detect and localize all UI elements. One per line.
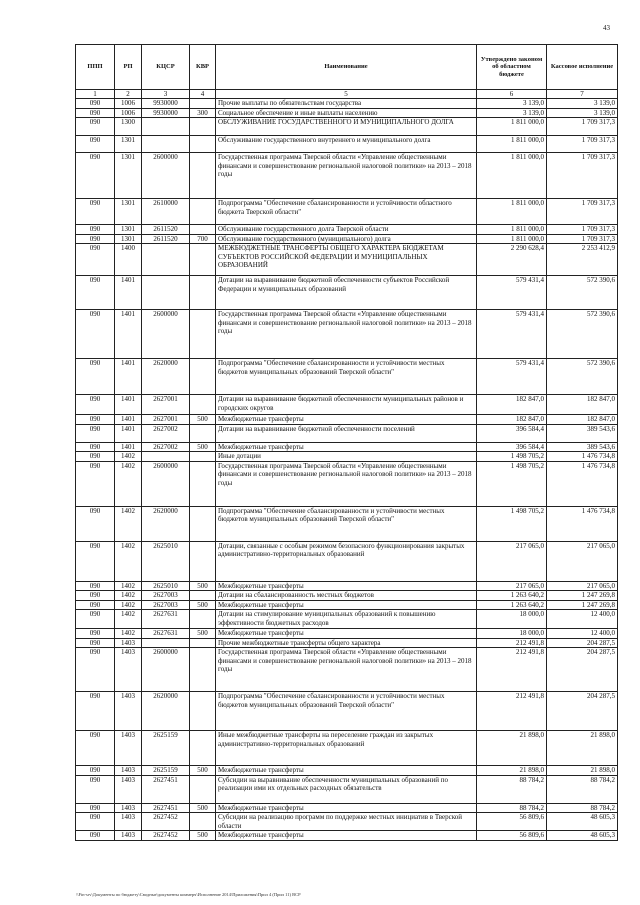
cell-cash: 1 709 317,3 xyxy=(547,136,618,153)
cell-cash: 389 543,6 xyxy=(547,442,618,452)
cell-rp: 1403 xyxy=(115,731,142,766)
cell-kvr xyxy=(190,648,216,692)
cell-kvr: 500 xyxy=(190,581,216,591)
table-row xyxy=(76,118,618,136)
cell-approved: 1 811 000,0 xyxy=(477,199,547,225)
cell-ppp: 090 xyxy=(76,415,115,425)
cell-kcsr xyxy=(142,276,190,310)
cell-ppp: 090 xyxy=(76,803,115,813)
cell-cash: 12 400,0 xyxy=(547,629,618,639)
cell-kvr xyxy=(190,461,216,506)
cell-name: Межбюджетные трансферты xyxy=(216,442,477,452)
cell-kcsr: 2620000 xyxy=(142,506,190,541)
cell-cash: 572 390,6 xyxy=(547,310,618,359)
cell-cash: 48 605,3 xyxy=(547,831,618,841)
cell-kcsr: 2627452 xyxy=(142,831,190,841)
cell-rp: 1301 xyxy=(115,153,142,199)
budget-table xyxy=(75,44,618,841)
cell-approved: 217 065,0 xyxy=(477,581,547,591)
cell-kvr xyxy=(190,225,216,235)
cell-cash: 217 065,0 xyxy=(547,541,618,581)
cell-approved: 212 491,8 xyxy=(477,692,547,731)
cell-approved: 212 491,8 xyxy=(477,648,547,692)
cell-name: Дотации на выравнивание бюджетной обеспеченности муниципальных районов и городских округов xyxy=(216,395,477,415)
cell-kvr xyxy=(190,395,216,415)
column-number: 2 xyxy=(115,90,142,99)
cell-rp: 1401 xyxy=(115,310,142,359)
table-header-row xyxy=(76,45,618,90)
cell-rp: 1401 xyxy=(115,276,142,310)
cell-kvr: 700 xyxy=(190,234,216,244)
cell-ppp: 090 xyxy=(76,424,115,442)
cell-cash: 572 390,6 xyxy=(547,276,618,310)
cell-approved: 579 431,4 xyxy=(477,276,547,310)
cell-approved: 1 498 705,2 xyxy=(477,452,547,462)
cell-approved: 1 263 640,2 xyxy=(477,591,547,601)
table-row xyxy=(76,591,618,601)
cell-kvr xyxy=(190,775,216,803)
header-cash: Кассовое исполнение xyxy=(547,45,618,90)
cell-name: Государственная программа Тверской области «Управление общественными финансами и совершенствование региональной налоговой политики» на 2013 – 2018 годы xyxy=(216,461,477,506)
cell-ppp: 090 xyxy=(76,359,115,395)
cell-name: Межбюджетные трансферты xyxy=(216,831,477,841)
cell-rp: 1402 xyxy=(115,610,142,629)
cell-approved: 1 498 705,2 xyxy=(477,461,547,506)
cell-kcsr xyxy=(142,118,190,136)
cell-name: Субсидии на выравнивание обеспеченности муниципальных образований по реализации ими их отдельных расходных обязательств xyxy=(216,775,477,803)
cell-approved: 1 811 000,0 xyxy=(477,225,547,235)
cell-cash: 21 898,0 xyxy=(547,731,618,766)
page-number: 43 xyxy=(603,24,610,32)
cell-kvr xyxy=(190,813,216,831)
table-row xyxy=(76,359,618,395)
cell-approved: 21 898,0 xyxy=(477,766,547,776)
cell-kcsr: 2600000 xyxy=(142,310,190,359)
cell-cash: 21 898,0 xyxy=(547,766,618,776)
cell-kvr xyxy=(190,731,216,766)
cell-kvr xyxy=(190,506,216,541)
cell-ppp: 090 xyxy=(76,581,115,591)
cell-kvr xyxy=(190,359,216,395)
cell-name: Обслуживание государственного внутреннего и муниципального долга xyxy=(216,136,477,153)
cell-cash: 2 253 412,9 xyxy=(547,244,618,276)
table-row xyxy=(76,136,618,153)
cell-kcsr: 2627631 xyxy=(142,629,190,639)
cell-ppp: 090 xyxy=(76,276,115,310)
cell-approved: 396 584,4 xyxy=(477,442,547,452)
cell-name: Иные межбюджетные трансферты на переселение граждан из закрытых административно-территориальных образований xyxy=(216,731,477,766)
cell-name: Дотации, связанные с особым режимом безопасного функционирования закрытых административно-территориальных образований xyxy=(216,541,477,581)
table-row xyxy=(76,234,618,244)
cell-kvr: 500 xyxy=(190,442,216,452)
cell-rp: 1403 xyxy=(115,775,142,803)
header-name: Наименование xyxy=(216,45,477,90)
cell-rp: 1401 xyxy=(115,442,142,452)
cell-name: Дотации на выравнивание бюджетной обеспеченности субъектов Российской Федерации и муниципальных образований xyxy=(216,276,477,310)
cell-ppp: 090 xyxy=(76,99,115,109)
cell-rp: 1401 xyxy=(115,395,142,415)
cell-cash: 204 287,5 xyxy=(547,648,618,692)
column-number: 6 xyxy=(477,90,547,99)
cell-kcsr: 2627002 xyxy=(142,442,190,452)
cell-kvr xyxy=(190,610,216,629)
cell-kcsr: 2627002 xyxy=(142,424,190,442)
cell-kvr xyxy=(190,591,216,601)
cell-kcsr: 2620000 xyxy=(142,692,190,731)
table-row xyxy=(76,452,618,462)
cell-name: Государственная программа Тверской области «Управление общественными финансами и совершенствование региональной налоговой политики» на 2013 – 2018 годы xyxy=(216,153,477,199)
cell-kvr xyxy=(190,99,216,109)
cell-ppp: 090 xyxy=(76,766,115,776)
table-row xyxy=(76,831,618,841)
table-row xyxy=(76,813,618,831)
cell-name: Государственная программа Тверской области «Управление общественными финансами и совершенствование региональной налоговой политики» на 2013 – 2018 годы xyxy=(216,310,477,359)
cell-rp: 1402 xyxy=(115,581,142,591)
cell-rp: 1403 xyxy=(115,803,142,813)
table-row xyxy=(76,541,618,581)
cell-ppp: 090 xyxy=(76,118,115,136)
cell-approved: 1 811 000,0 xyxy=(477,234,547,244)
cell-kvr: 500 xyxy=(190,415,216,425)
table-row xyxy=(76,775,618,803)
cell-kcsr: 2627451 xyxy=(142,775,190,803)
cell-ppp: 090 xyxy=(76,831,115,841)
header-kcsr: КЦСР xyxy=(142,45,190,90)
cell-approved: 2 290 628,4 xyxy=(477,244,547,276)
cell-rp: 1402 xyxy=(115,541,142,581)
cell-kcsr: 2620000 xyxy=(142,359,190,395)
cell-kvr: 300 xyxy=(190,108,216,118)
cell-name: ОБСЛУЖИВАНИЕ ГОСУДАРСТВЕННОГО И МУНИЦИПАЛЬНОГО ДОЛГА xyxy=(216,118,477,136)
cell-rp: 1403 xyxy=(115,638,142,648)
cell-kcsr: 2625010 xyxy=(142,541,190,581)
cell-rp: 1006 xyxy=(115,99,142,109)
cell-name: Иные дотации xyxy=(216,452,477,462)
cell-name: Государственная программа Тверской области «Управление общественными финансами и совершенствование региональной налоговой политики» на 2013 – 2018 годы xyxy=(216,648,477,692)
cell-rp: 1402 xyxy=(115,600,142,610)
table-row xyxy=(76,225,618,235)
cell-cash: 182 847,0 xyxy=(547,395,618,415)
cell-cash: 1 476 734,8 xyxy=(547,506,618,541)
cell-rp: 1403 xyxy=(115,831,142,841)
cell-rp: 1301 xyxy=(115,199,142,225)
cell-cash: 204 287,5 xyxy=(547,638,618,648)
cell-cash: 1 476 734,8 xyxy=(547,461,618,506)
cell-rp: 1402 xyxy=(115,461,142,506)
cell-ppp: 090 xyxy=(76,692,115,731)
cell-name: Дотации на выравнивание бюджетной обеспеченности поселений xyxy=(216,424,477,442)
table-row xyxy=(76,244,618,276)
column-number: 4 xyxy=(190,90,216,99)
cell-rp: 1403 xyxy=(115,766,142,776)
cell-name: Межбюджетные трансферты xyxy=(216,629,477,639)
cell-approved: 212 491,8 xyxy=(477,638,547,648)
cell-rp: 1401 xyxy=(115,359,142,395)
cell-name: Подпрограмма "Обеспечение сбалансированности и устойчивости местных бюджетов муниципальных образований Тверской области" xyxy=(216,359,477,395)
cell-rp: 1403 xyxy=(115,648,142,692)
cell-approved: 88 784,2 xyxy=(477,803,547,813)
cell-kcsr: 2627003 xyxy=(142,591,190,601)
cell-cash: 1 709 317,3 xyxy=(547,225,618,235)
cell-kcsr: 2627001 xyxy=(142,415,190,425)
header-rp: РП xyxy=(115,45,142,90)
cell-ppp: 090 xyxy=(76,775,115,803)
cell-rp: 1301 xyxy=(115,136,142,153)
cell-cash: 1 709 317,3 xyxy=(547,118,618,136)
cell-cash: 88 784,2 xyxy=(547,775,618,803)
table-row xyxy=(76,99,618,109)
table-row xyxy=(76,415,618,425)
column-number-row xyxy=(76,90,618,99)
cell-kcsr xyxy=(142,244,190,276)
cell-approved: 1 811 000,0 xyxy=(477,153,547,199)
table-row xyxy=(76,199,618,225)
cell-ppp: 090 xyxy=(76,638,115,648)
cell-kcsr: 2611520 xyxy=(142,225,190,235)
table-row xyxy=(76,276,618,310)
cell-approved: 88 784,2 xyxy=(477,775,547,803)
cell-kcsr: 2625159 xyxy=(142,731,190,766)
cell-name: Субсидии на реализацию программ по поддержке местных инициатив в Тверской области xyxy=(216,813,477,831)
cell-kcsr: 2627001 xyxy=(142,395,190,415)
column-number: 5 xyxy=(216,90,477,99)
cell-kvr xyxy=(190,199,216,225)
cell-rp: 1301 xyxy=(115,225,142,235)
cell-name: Обслуживание государственного долга Тверской области xyxy=(216,225,477,235)
cell-kvr xyxy=(190,153,216,199)
cell-name: Подпрограмма "Обеспечение сбалансированности и устойчивости местных бюджетов муниципальных образований Тверской области" xyxy=(216,506,477,541)
cell-ppp: 090 xyxy=(76,395,115,415)
cell-kvr xyxy=(190,276,216,310)
cell-approved: 1 263 640,2 xyxy=(477,600,547,610)
cell-rp: 1401 xyxy=(115,415,142,425)
cell-ppp: 090 xyxy=(76,541,115,581)
cell-approved: 56 809,6 xyxy=(477,831,547,841)
cell-kvr: 500 xyxy=(190,766,216,776)
table-row xyxy=(76,461,618,506)
cell-approved: 1 811 000,0 xyxy=(477,118,547,136)
cell-cash: 204 287,5 xyxy=(547,692,618,731)
cell-rp: 1402 xyxy=(115,506,142,541)
cell-kcsr: 9930000 xyxy=(142,99,190,109)
cell-cash: 1 476 734,8 xyxy=(547,452,618,462)
cell-kvr xyxy=(190,638,216,648)
cell-ppp: 090 xyxy=(76,600,115,610)
cell-approved: 579 431,4 xyxy=(477,359,547,395)
cell-name: Прочие выплаты по обязательствам государства xyxy=(216,99,477,109)
cell-ppp: 090 xyxy=(76,506,115,541)
column-number: 3 xyxy=(142,90,190,99)
cell-rp: 1403 xyxy=(115,813,142,831)
table-row xyxy=(76,766,618,776)
cell-rp: 1301 xyxy=(115,234,142,244)
cell-cash: 217 065,0 xyxy=(547,581,618,591)
cell-ppp: 090 xyxy=(76,813,115,831)
cell-kcsr: 2627003 xyxy=(142,600,190,610)
cell-kvr: 500 xyxy=(190,803,216,813)
cell-rp: 1300 xyxy=(115,118,142,136)
cell-kcsr: 2627631 xyxy=(142,610,190,629)
cell-kcsr xyxy=(142,638,190,648)
cell-name: Обслуживание государственного (муниципального) долга xyxy=(216,234,477,244)
table-row xyxy=(76,581,618,591)
cell-approved: 217 065,0 xyxy=(477,541,547,581)
table-row xyxy=(76,395,618,415)
cell-ppp: 090 xyxy=(76,136,115,153)
cell-name: Социальное обеспечение и иные выплаты населению xyxy=(216,108,477,118)
cell-name: Подпрограмма "Обеспечение сбалансированности и устойчивости областного бюджета Тверской области" xyxy=(216,199,477,225)
cell-ppp: 090 xyxy=(76,452,115,462)
cell-rp: 1402 xyxy=(115,591,142,601)
cell-ppp: 090 xyxy=(76,442,115,452)
cell-kvr: 500 xyxy=(190,600,216,610)
column-number: 1 xyxy=(76,90,115,99)
cell-kcsr: 2600000 xyxy=(142,461,190,506)
cell-cash: 48 605,3 xyxy=(547,813,618,831)
cell-ppp: 090 xyxy=(76,731,115,766)
cell-ppp: 090 xyxy=(76,648,115,692)
cell-rp: 1400 xyxy=(115,244,142,276)
cell-cash: 572 390,6 xyxy=(547,359,618,395)
cell-cash: 88 784,2 xyxy=(547,803,618,813)
cell-kvr xyxy=(190,136,216,153)
cell-approved: 396 584,4 xyxy=(477,424,547,442)
table-row xyxy=(76,506,618,541)
cell-ppp: 090 xyxy=(76,591,115,601)
cell-name: Дотации на стимулирование муниципальных образований к повышению эффективности бюджетных расходов xyxy=(216,610,477,629)
cell-ppp: 090 xyxy=(76,234,115,244)
cell-cash: 182 847,0 xyxy=(547,415,618,425)
cell-rp: 1403 xyxy=(115,692,142,731)
cell-name: Межбюджетные трансферты xyxy=(216,803,477,813)
table-row xyxy=(76,692,618,731)
cell-kcsr xyxy=(142,136,190,153)
cell-ppp: 090 xyxy=(76,629,115,639)
cell-ppp: 090 xyxy=(76,153,115,199)
cell-name: Подпрограмма "Обеспечение сбалансированности и устойчивости местных бюджетов муниципальных образований Тверской области" xyxy=(216,692,477,731)
table-row xyxy=(76,610,618,629)
cell-cash: 12 400,0 xyxy=(547,610,618,629)
table-row xyxy=(76,731,618,766)
cell-name: Межбюджетные трансферты xyxy=(216,600,477,610)
cell-cash: 3 139,0 xyxy=(547,108,618,118)
cell-kvr xyxy=(190,424,216,442)
cell-kvr xyxy=(190,310,216,359)
table-row xyxy=(76,600,618,610)
table-row xyxy=(76,803,618,813)
cell-kcsr: 2627452 xyxy=(142,813,190,831)
cell-kcsr: 2611520 xyxy=(142,234,190,244)
cell-approved: 3 139,0 xyxy=(477,108,547,118)
table-row xyxy=(76,638,618,648)
cell-approved: 182 847,0 xyxy=(477,395,547,415)
cell-ppp: 090 xyxy=(76,244,115,276)
cell-kcsr xyxy=(142,452,190,462)
cell-kcsr: 2627451 xyxy=(142,803,190,813)
cell-kcsr: 2600000 xyxy=(142,153,190,199)
cell-kvr xyxy=(190,452,216,462)
cell-name: МЕЖБЮДЖЕТНЫЕ ТРАНСФЕРТЫ ОБЩЕГО ХАРАКТЕРА БЮДЖЕТАМ СУБЪЕКТОВ РОССИЙСКОЙ ФЕДЕРАЦИИ И МУНИЦИПАЛЬНЫХ ОБРАЗОВАНИЙ xyxy=(216,244,477,276)
cell-cash: 1 709 317,3 xyxy=(547,199,618,225)
cell-cash: 1 247 269,8 xyxy=(547,600,618,610)
cell-approved: 1 498 705,2 xyxy=(477,506,547,541)
cell-rp: 1006 xyxy=(115,108,142,118)
cell-rp: 1402 xyxy=(115,452,142,462)
cell-cash: 1 709 317,3 xyxy=(547,234,618,244)
cell-approved: 3 139,0 xyxy=(477,99,547,109)
cell-rp: 1401 xyxy=(115,424,142,442)
header-kvr: КВР xyxy=(190,45,216,90)
table-row xyxy=(76,629,618,639)
table-row xyxy=(76,310,618,359)
table-row xyxy=(76,424,618,442)
cell-kcsr: 9930000 xyxy=(142,108,190,118)
cell-approved: 18 000,0 xyxy=(477,629,547,639)
cell-name: Прочие межбюджетные трансферты общего характера xyxy=(216,638,477,648)
header-ppp: ППП xyxy=(76,45,115,90)
file-path-footer: \\Fin-srv\Документы по бюджету\Сводные\документы коммерч\Исполнение 2014\Приложения\Прил 4 (Прил 11) ВСР xyxy=(76,892,301,897)
cell-ppp: 090 xyxy=(76,310,115,359)
cell-ppp: 090 xyxy=(76,461,115,506)
cell-approved: 21 898,0 xyxy=(477,731,547,766)
cell-kvr xyxy=(190,692,216,731)
cell-name: Межбюджетные трансферты xyxy=(216,581,477,591)
cell-approved: 182 847,0 xyxy=(477,415,547,425)
column-number: 7 xyxy=(547,90,618,99)
cell-cash: 3 139,0 xyxy=(547,99,618,109)
cell-name: Межбюджетные трансферты xyxy=(216,415,477,425)
cell-kcsr: 2625010 xyxy=(142,581,190,591)
cell-rp: 1402 xyxy=(115,629,142,639)
cell-kvr: 500 xyxy=(190,831,216,841)
cell-name: Дотации на сбалансированность местных бюджетов xyxy=(216,591,477,601)
cell-approved: 56 809,6 xyxy=(477,813,547,831)
table-row xyxy=(76,442,618,452)
cell-ppp: 090 xyxy=(76,108,115,118)
cell-cash: 1 709 317,3 xyxy=(547,153,618,199)
cell-kvr xyxy=(190,118,216,136)
header-approved: Утверждено законом об областном бюджете xyxy=(477,45,547,90)
cell-kvr xyxy=(190,244,216,276)
cell-ppp: 090 xyxy=(76,610,115,629)
cell-kcsr: 2600000 xyxy=(142,648,190,692)
cell-kcsr: 2610000 xyxy=(142,199,190,225)
cell-approved: 579 431,4 xyxy=(477,310,547,359)
cell-cash: 1 247 269,8 xyxy=(547,591,618,601)
table-row xyxy=(76,648,618,692)
cell-approved: 18 000,0 xyxy=(477,610,547,629)
cell-kvr: 500 xyxy=(190,629,216,639)
cell-ppp: 090 xyxy=(76,199,115,225)
cell-name: Межбюджетные трансферты xyxy=(216,766,477,776)
cell-kcsr: 2625159 xyxy=(142,766,190,776)
cell-approved: 1 811 000,0 xyxy=(477,136,547,153)
cell-kvr xyxy=(190,541,216,581)
cell-cash: 389 543,6 xyxy=(547,424,618,442)
cell-ppp: 090 xyxy=(76,225,115,235)
table-row xyxy=(76,153,618,199)
table-row xyxy=(76,108,618,118)
